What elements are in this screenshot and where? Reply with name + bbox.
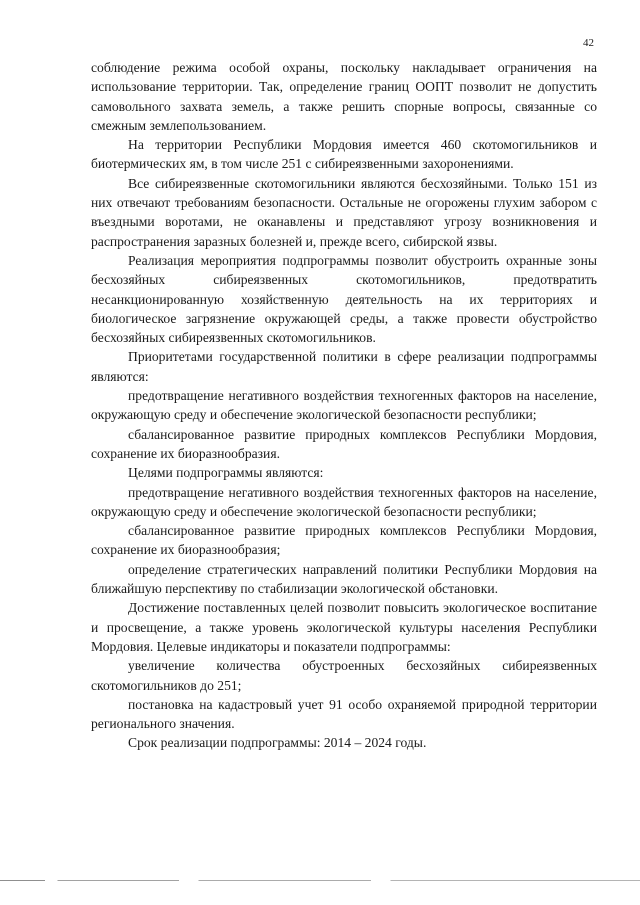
paragraph-continuation: соблюдение режима особой охраны, поскольку накладывает ограничения на использование территории. Так, определение границ ООПТ позволит не допустить самовольного захвата земель, а также решить спорные вопросы, связанные со смежным землепользованием.	[91, 60, 597, 133]
paragraph-implementation: Реализация мероприятия подпрограммы позволит обустроить охранные зоны бесхозяйных сибиреязвенных скотомогильников, предотвратить несанкционированную хозяйственную деятельность на их территориях и биологическое загрязнение окружающей среды, а также провести обустройство бесхозяйных сибиреязвенных скотомогильников.	[91, 252, 597, 346]
list-item-indicator-2: постановка на кадастровый учет 91 особо охраняемой природной территории регионального значения.	[91, 696, 597, 732]
paragraph-indicators-heading: Достижение поставленных целей позволит повысить экологическое воспитание и просвещение, а также уровень экологической культуры населения Республики Мордовия. Целевые индикаторы и показатели подпрограммы:	[91, 600, 597, 654]
page-number: 42	[583, 37, 594, 49]
scan-bottom-edge	[0, 880, 640, 881]
paragraph-timeframe: Срок реализации подпрограммы: 2014 – 2024 годы.	[128, 735, 427, 751]
list-item-goal-1: предотвращение негативного воздействия техногенных факторов на население, окружающую среду и обеспечение экологической безопасности республики;	[91, 484, 597, 519]
list-item-indicator-1: увеличение количества обустроенных бесхозяйных сибиреязвенных скотомогильников до 251;	[91, 658, 597, 693]
paragraph-goals-heading: Целями подпрограммы являются:	[128, 465, 324, 481]
document-body	[91, 58, 597, 753]
paragraph-cattle-burial-count: На территории Республики Мордовия имеется 460 скотомогильников и биотермических ям, в том числе 251 с сибиреязвенными захоронениями.	[91, 137, 597, 172]
paragraph-ownerless-sites: Все сибиреязвенные скотомогильники являются бесхозяйными. Только 151 из них отвечают требованиям безопасности. Остальные не огорожены глухим забором с въездными воротами, не оканавлены и представляют угрозу возникновения и распространения заразных болезней и, прежде всего, сибирской язвы.	[91, 175, 597, 249]
paragraph-priorities-heading: Приоритетами государственной политики в сфере реализации подпрограммы являются:	[91, 349, 597, 384]
list-item-priority-2: сбалансированное развитие природных комплексов Республики Мордовия, сохранение их биоразнообразия.	[91, 426, 597, 461]
list-item-goal-3: определение стратегических направлений политики Республики Мордовия на ближайшую перспективу по стабилизации экологической обстановки.	[91, 561, 597, 597]
list-item-priority-1: предотвращение негативного воздействия техногенных факторов на население, окружающую среду и обеспечение экологической безопасности республики;	[91, 388, 597, 423]
list-item-goal-2: сбалансированное развитие природных комплексов Республики Мордовия, сохранение их биоразнообразия;	[91, 523, 597, 558]
